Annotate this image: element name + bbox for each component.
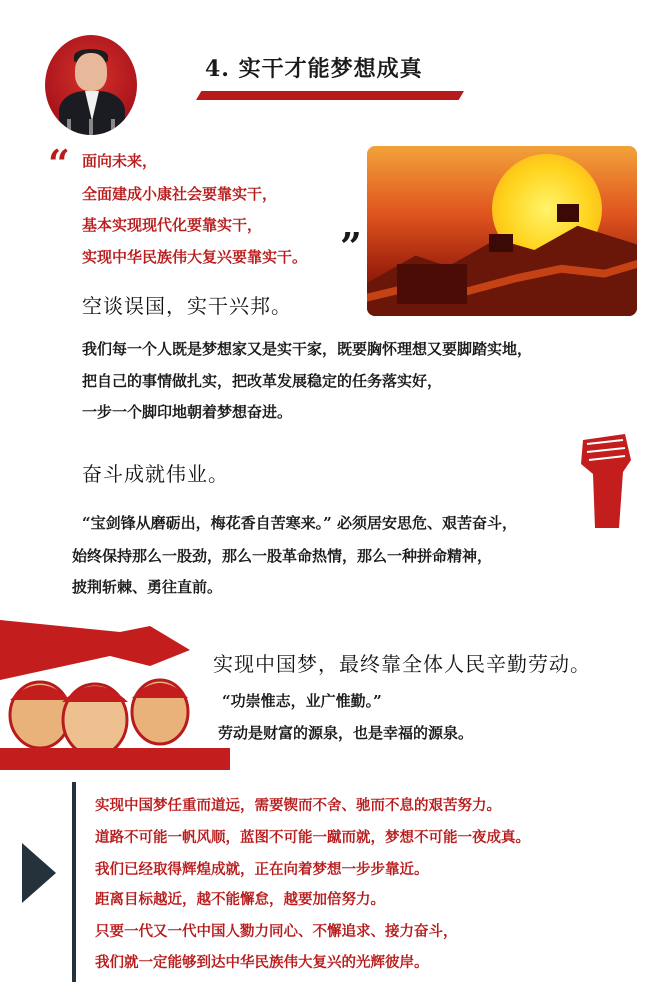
body-line: 始终保持那么一股劲，那么一股革命热情，那么一种拼命精神， bbox=[72, 547, 493, 565]
body-line: 劳动是财富的源泉，也是幸福的源泉。 bbox=[218, 724, 474, 742]
body-line: “功崇惟志，业广惟勤。” bbox=[222, 692, 382, 710]
closing-line: 距离目标越近，越不能懈怠，越要加倍努力。 bbox=[95, 891, 385, 908]
section-heading-struggle: 奋斗成就伟业。 bbox=[82, 462, 229, 486]
bracket-divider bbox=[72, 782, 76, 982]
closing-line: 我们就一定能够到达中华民族伟大复兴的光辉彼岸。 bbox=[95, 954, 429, 971]
body-line: 我们每一个人既是梦想家又是实干家，既要胸怀理想又要脚踏实地， bbox=[82, 340, 533, 358]
page-title: 4. 实干才能梦想成真 bbox=[205, 56, 423, 82]
closing-line: 我们已经取得辉煌成就，正在向着梦想一步步靠近。 bbox=[95, 861, 429, 878]
body-line: “宝剑锋从磨砺出，梅花香自苦寒来。” 必须居安思危、艰苦奋斗， bbox=[82, 514, 517, 532]
closing-line: 道路不可能一帆风顺，蓝图不可能一蹴而就，梦想不可能一夜成真。 bbox=[95, 829, 530, 846]
quote-line: 全面建成小康社会要靠实干， bbox=[82, 185, 278, 203]
title-underline bbox=[196, 91, 464, 100]
section-heading-labor: 实现中国梦，最终靠全体人民辛勤劳动。 bbox=[213, 652, 591, 676]
close-quote-mark: ” bbox=[340, 224, 362, 269]
quote-line: 基本实现现代化要靠实干， bbox=[82, 216, 263, 234]
raised-fist-icon bbox=[575, 430, 635, 530]
quote-line: 面向未来， bbox=[82, 152, 158, 170]
great-wall-image bbox=[367, 146, 637, 316]
section-heading-empty-talk: 空谈误国，实干兴邦。 bbox=[82, 294, 292, 318]
open-quote-mark: “ bbox=[48, 141, 70, 186]
closing-line: 只要一代又一代中国人勠力同心、不懈追求、接力奋斗， bbox=[95, 923, 458, 940]
body-line: 一步一个脚印地朝着梦想奋进。 bbox=[82, 403, 293, 421]
quote-line: 实现中华民族伟大复兴要靠实干。 bbox=[82, 248, 308, 266]
body-line: 披荆斩棘、勇往直前。 bbox=[72, 578, 223, 596]
workers-with-flag-illustration bbox=[0, 620, 230, 770]
portrait-image bbox=[45, 35, 137, 135]
closing-line: 实现中国梦任重而道远，需要锲而不舍、驰而不息的艰苦努力。 bbox=[95, 797, 501, 814]
triangle-arrow-icon bbox=[22, 843, 56, 903]
body-line: 把自己的事情做扎实，把改革发展稳定的任务落实好， bbox=[82, 372, 443, 390]
